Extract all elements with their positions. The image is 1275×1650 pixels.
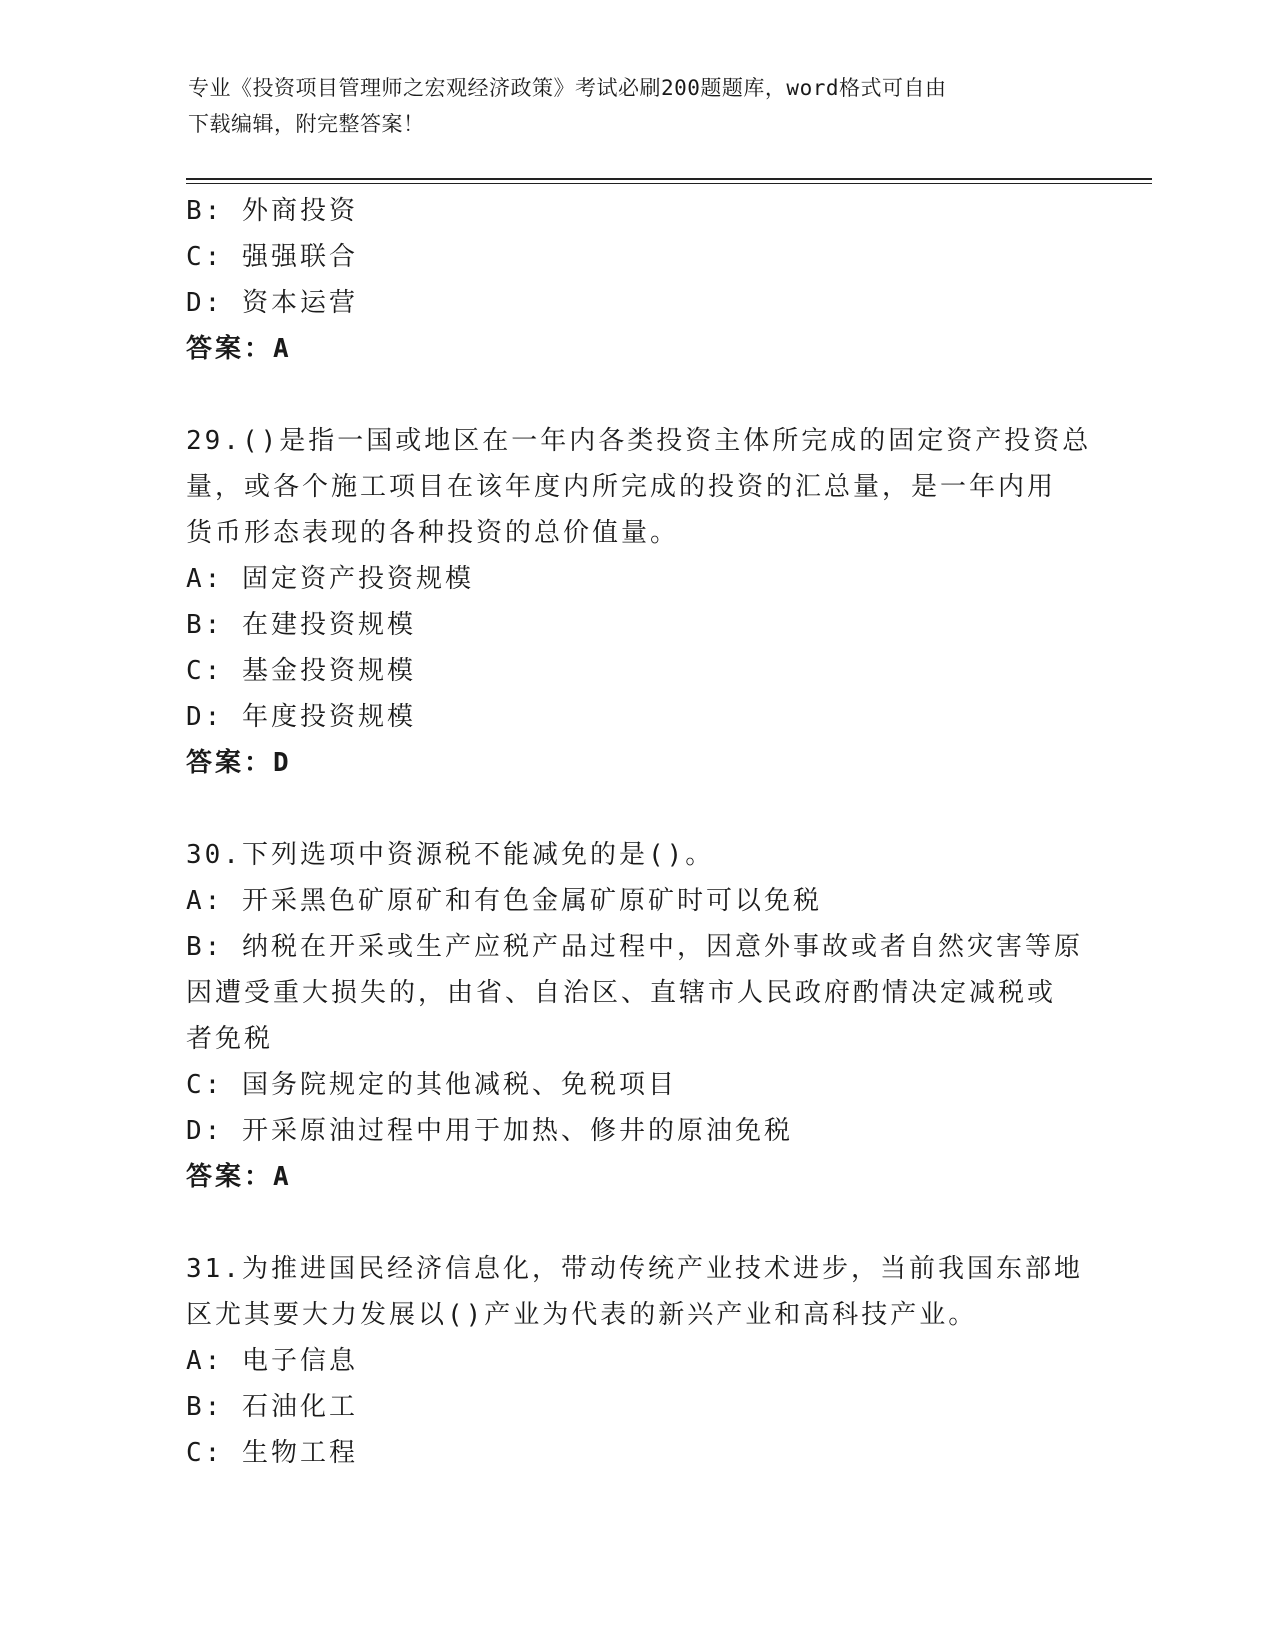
document-header — [188, 70, 1068, 142]
option-b-line: 因遭受重大损失的，由省、自治区、直辖市人民政府酌情决定减税或 — [186, 978, 1057, 1008]
spacer — [186, 1200, 1086, 1246]
answer-label: 答案：D — [186, 748, 292, 778]
question-stem-line: 29.()是指一国或地区在一年内各类投资主体所完成的固定资产投资总 — [186, 426, 1092, 456]
option-d: D: 资本运营 — [186, 288, 358, 318]
option-d: D: 年度投资规模 — [186, 702, 416, 732]
header-line-1: 专业《投资项目管理师之宏观经济政策》考试必刷200题题库，word格式可自由 — [188, 76, 947, 100]
option-b: B: 外商投资 — [186, 196, 358, 226]
option-d: D: 开采原油过程中用于加热、修井的原油免税 — [186, 1116, 793, 1146]
question-31 — [186, 1246, 1086, 1476]
header-rule-thick — [186, 178, 1152, 180]
spacer — [186, 372, 1086, 418]
option-a: A: 电子信息 — [186, 1346, 358, 1376]
option-b: B: 石油化工 — [186, 1392, 358, 1422]
question-30 — [186, 832, 1086, 1200]
document-body — [186, 188, 1092, 1476]
option-c: C: 强强联合 — [186, 242, 358, 272]
option-c: C: 基金投资规模 — [186, 656, 416, 686]
question-stem-line: 量，或各个施工项目在该年度内所完成的投资的汇总量，是一年内用 — [186, 472, 1057, 502]
question-stem-line: 货币形态表现的各种投资的总价值量。 — [186, 518, 680, 548]
spacer — [186, 786, 1086, 832]
option-b-line: B: 纳税在开采或生产应税产品过程中，因意外事故或者自然灾害等原 — [186, 932, 1083, 962]
option-a: A: 固定资产投资规模 — [186, 564, 474, 594]
header-rule-thin — [186, 183, 1152, 184]
option-b-line: 者免税 — [186, 1024, 274, 1054]
answer-label: 答案：A — [186, 1162, 292, 1192]
question-28-tail — [186, 188, 1086, 372]
question-stem-line: 区尤其要大力发展以()产业为代表的新兴产业和高科技产业。 — [186, 1300, 978, 1330]
answer-label: 答案：A — [186, 334, 292, 364]
option-c: C: 国务院规定的其他减税、免税项目 — [186, 1070, 677, 1100]
question-stem-line: 30.下列选项中资源税不能减免的是()。 — [186, 840, 715, 870]
option-a: A: 开采黑色矿原矿和有色金属矿原矿时可以免税 — [186, 886, 822, 916]
option-c: C: 生物工程 — [186, 1438, 358, 1468]
question-29 — [186, 418, 1092, 786]
header-line-2: 下载编辑，附完整答案！ — [188, 112, 425, 136]
question-stem-line: 31.为推进国民经济信息化，带动传统产业技术进步，当前我国东部地 — [186, 1254, 1083, 1284]
option-b: B: 在建投资规模 — [186, 610, 416, 640]
